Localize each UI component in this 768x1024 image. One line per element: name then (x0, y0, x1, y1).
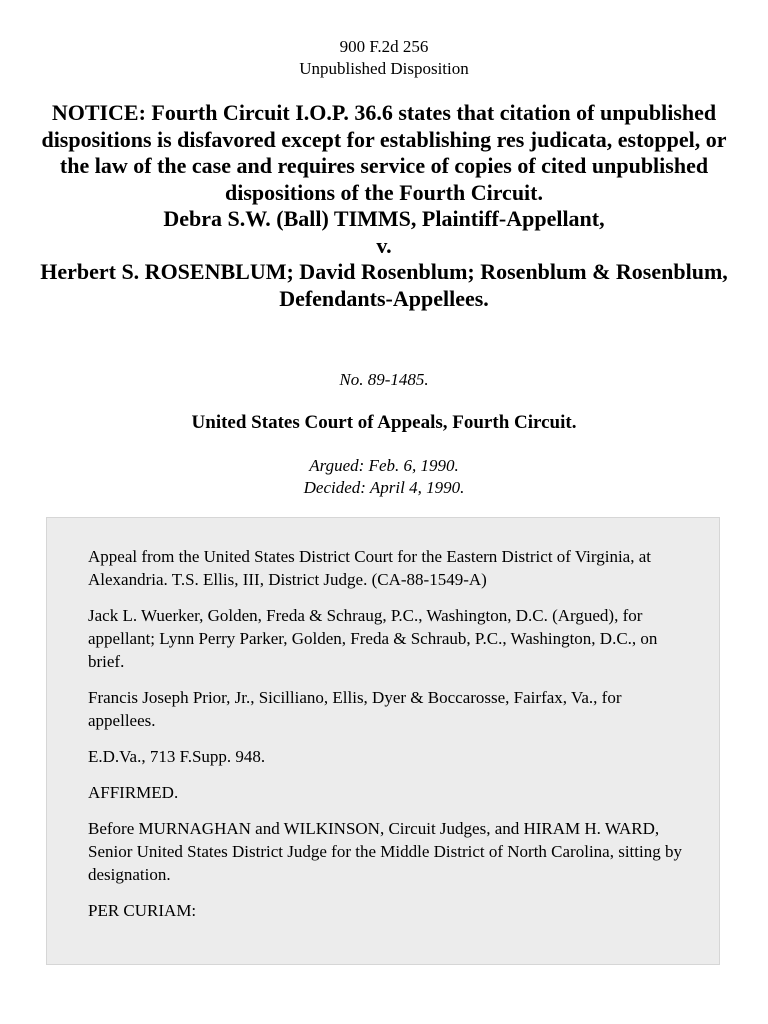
appeal-paragraph: Appeal from the United States District Court for the Eastern District of Virginia, at Alexandria. T.S. Ellis, III, District Judge. (CA-88-1549-A) (88, 547, 652, 589)
versus-label: v. (376, 232, 392, 258)
appellant-counsel-paragraph: Jack L. Wuerker, Golden, Freda & Schraug, P.C., Washington, D.C. (Argued), for appellant; Lynn Perry Parker, Golden, Freda & Schraub, P.C., Washington, D.C., on brief. (88, 606, 658, 671)
result-label: AFFIRMED. (88, 783, 179, 802)
case-details-box (46, 517, 720, 965)
appellees-counsel-paragraph: Francis Joseph Prior, Jr., Sicilliano, Ellis, Dyer & Boccarosse, Fairfax, Va., for appellees. (88, 688, 622, 730)
reporter-citation: 900 F.2d 256 (339, 37, 429, 56)
case-title (40, 100, 728, 312)
disposition-label: Unpublished Disposition (299, 59, 469, 78)
case-dates (0, 455, 768, 499)
notice-text: NOTICE: Fourth Circuit I.O.P. 36.6 states that citation of unpublished dispositions is disfavored except for establishing res judicata, estoppel, or the law of the case and requires service of copies of cited unpublished dispositions of the Fourth Circuit. (41, 100, 727, 205)
citation-header (0, 36, 768, 80)
defendants-names: Herbert S. ROSENBLUM; David Rosenblum; Rosenblum & Rosenblum, Defendants-Appellees. (40, 259, 728, 311)
court-name: United States Court of Appeals, Fourth Circuit. (191, 412, 577, 433)
decided-date: Decided: April 4, 1990. (303, 478, 465, 497)
per-curiam-label: PER CURIAM: (88, 901, 197, 920)
docket-number: No. 89-1485. (339, 370, 429, 389)
panel-paragraph: Before MURNAGHAN and WILKINSON, Circuit Judges, and HIRAM H. WARD, Senior United States District Judge for the Middle District of North Carolina, sitting by designation. (88, 819, 682, 884)
argued-date: Argued: Feb. 6, 1990. (309, 456, 459, 475)
lower-court-citation: E.D.Va., 713 F.Supp. 948. (88, 747, 266, 766)
case-details-content (88, 545, 688, 935)
plaintiff-name: Debra S.W. (Ball) TIMMS, Plaintiff-Appellant, (163, 206, 605, 231)
